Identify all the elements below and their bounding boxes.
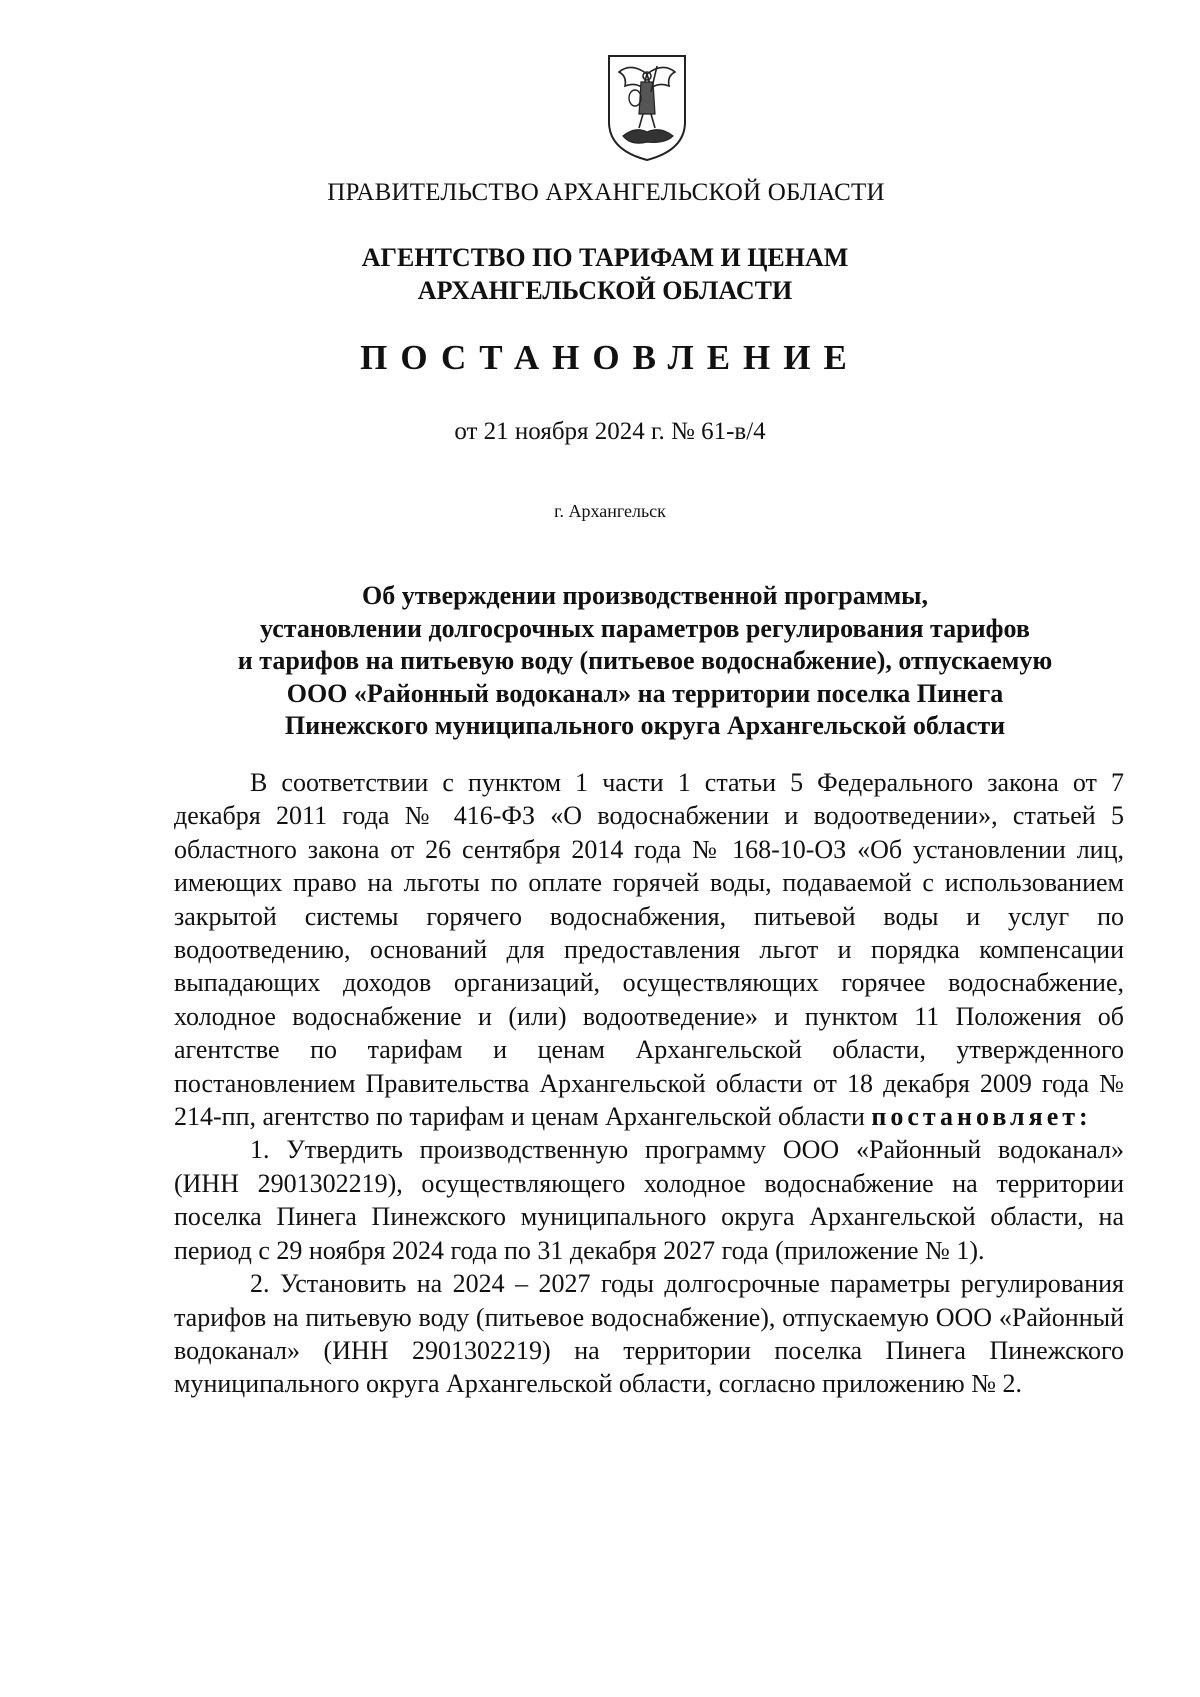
item-1-paragraph: 1. Утвердить производственную программу ООО «Районный водоканал» (ИНН 2901302219), осуществляющего холодное водоснабжение на территории поселка Пинега Пинежского муниципального округа Архангельской области, на период с 29 ноября 2024 года по 31 декабря 2027 года (приложение № 1). xyxy=(174,1135,1124,1265)
title-line: Пинежского муниципального округа Архангельской области xyxy=(284,711,1006,740)
document-date-number: от 21 ноября 2024 г. № 61-в/4 xyxy=(454,418,766,445)
coat-of-arms-icon xyxy=(605,52,689,164)
preamble-paragraph xyxy=(174,766,1124,1133)
document-type: ПОСТАНОВЛЕНИЕ xyxy=(360,338,860,377)
agency-name xyxy=(0,241,1200,307)
preamble-text: В соответствии с пунктом 1 части 1 статьи 5 Федерального закона от 7 декабря 2011 года № 416-ФЗ «О водоснабжении и водоотведении», статьей 5 областного закона от 26 сентября 2014 года № 168-10-ОЗ «Об установлении лиц, имеющих право на льготы по оплате горячей воды, подаваемой с использованием закрытой системы горячего водоснабжения, питьевой воды и услуг по водоотведению, оснований для предоставления льгот и порядка компенсации выпадающих доходов организаций, осуществляющих горячее водоснабжение, холодное водоснабжение и (или) водоотведение» и пунктом 11 Положения об агентстве по тарифам и ценам Архангельской области, утвержденного постановлением Правительства Архангельской области от 18 декабря 2009 года № 214-пп, агентство по тарифам и ценам Архангельской области xyxy=(174,768,1124,1132)
government-name: ПРАВИТЕЛЬСТВО АРХАНГЕЛЬСКОЙ ОБЛАСТИ xyxy=(327,179,885,206)
title-line: установлении долгосрочных параметров регулирования тарифов xyxy=(260,613,1030,643)
resolves-word: постановляет: xyxy=(871,1102,1092,1132)
item-2-paragraph: 2. Установить на 2024 – 2027 годы долгосрочные параметры регулирования тарифов на питьевую воду (питьевое водоснабжение), отпускаемую ООО «Районный водоканал» (ИНН 2901302219) на территории поселка Пинега Пинежского муниципального округа Архангельской области, согласно приложению № 2. xyxy=(174,1269,1124,1399)
agency-name-line2: АРХАНГЕЛЬСКОЙ ОБЛАСТИ xyxy=(417,276,793,305)
document-title xyxy=(160,580,1130,743)
title-line: Об утверждении производственной программы, xyxy=(362,581,928,610)
title-line: ООО «Районный водоканал» на территории поселка Пинега xyxy=(286,678,1004,708)
document-body xyxy=(174,766,1124,1401)
document-place: г. Архангельск xyxy=(554,501,666,521)
title-line: и тарифов на питьевую воду (питьевое водоснабжение), отпускаемую xyxy=(237,646,1053,675)
agency-name-line1: АГЕНТСТВО ПО ТАРИФАМ И ЦЕНАМ xyxy=(361,243,849,272)
